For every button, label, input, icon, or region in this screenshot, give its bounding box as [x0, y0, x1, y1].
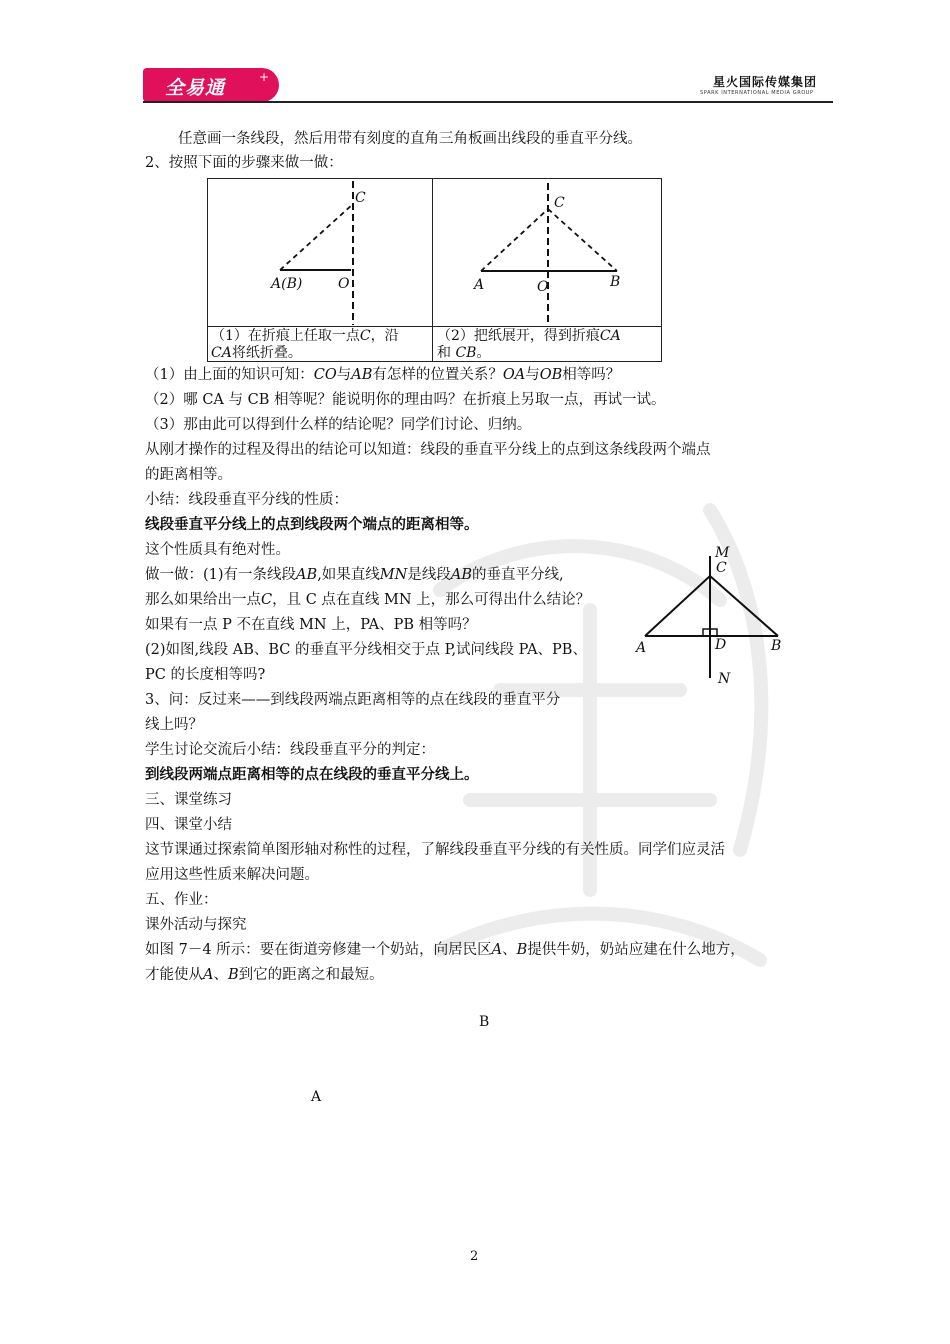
- question-3: （3）那由此可以得到什么样的结论呢？同学们讨论、归纳。: [145, 417, 532, 433]
- section-5: 五、作业：: [145, 892, 218, 908]
- extra-activity: 课外活动与探究: [145, 917, 247, 933]
- header-rule: [143, 101, 833, 103]
- try-it-4: (2)如图,线段 AB、BC 的垂直平分线相交于点 P,试问线段 PA、PB、: [145, 642, 587, 658]
- logo-text: 全易通: [165, 77, 226, 99]
- question-2: （2）哪 CA 与 CB 相等呢？能说明你的理由吗？在折痕上另取一点，再试一试。: [145, 392, 666, 408]
- label-b-2: B: [610, 274, 621, 290]
- ask-1: 3、问：反过来——到线段两端点距离相等的点在线段的垂直平分: [145, 692, 561, 708]
- brand-name: 星火国际传媒集团: [713, 75, 818, 89]
- label-o-2: O: [537, 279, 549, 295]
- label-d: D: [715, 637, 727, 653]
- caption-step-2: （2）把纸展开，得到折痕CA 和 CB。: [437, 328, 621, 361]
- right-angle-mark: [703, 629, 710, 636]
- property-statement: 线段垂直平分线上的点到线段两个端点的距离相等。: [145, 517, 479, 533]
- ask-2: 线上吗？: [145, 717, 203, 733]
- summary-heading: 小结：线段垂直平分线的性质：: [145, 492, 348, 508]
- right-angle-mark-2: [710, 629, 717, 636]
- table-row-divider: [207, 326, 661, 327]
- conclusion-2: 应用这些性质来解决问题。: [145, 867, 319, 883]
- paragraph-1a: 从刚才操作的过程及得出的结论可以知道：线段的垂直平分线上的点到这条线段两个端点: [145, 442, 711, 458]
- label-m: M: [715, 545, 730, 561]
- try-it-1: 做一做：(1)有一条线段AB,如果直线MN是线段AB的垂直平分线,: [145, 567, 564, 583]
- fold-ca: [280, 204, 353, 270]
- discussion-summary: 学生讨论交流后小结：线段垂直平分的判定：: [145, 742, 435, 758]
- label-c-right: C: [716, 560, 727, 576]
- logo-mark: +: [258, 70, 269, 84]
- brand-subtitle: SPARK INTERNATIONAL MEDIA GROUP: [700, 90, 814, 96]
- step-2-heading: 2、按照下面的步骤来做一做：: [145, 155, 343, 171]
- conclusion-1: 这节课通过探索简单图形轴对称性的过程，了解线段垂直平分线的有关性质。同学们应灵活: [145, 842, 725, 858]
- label-a-right: A: [636, 640, 647, 656]
- label-b-right: B: [771, 638, 782, 654]
- label-c-2: C: [554, 195, 565, 211]
- judgement-statement: 到线段两端点距离相等的点在线段的垂直平分线上。: [145, 767, 479, 783]
- paragraph-1b: 的距离相等。: [145, 467, 232, 483]
- absolute-note: 这个性质具有绝对性。: [145, 542, 290, 558]
- crease-cb: [548, 209, 617, 271]
- try-it-5: PC 的长度相等吗?: [145, 667, 266, 683]
- fold-diagram-2: [433, 179, 660, 326]
- label-n: N: [718, 671, 731, 687]
- section-4: 四、课堂小结: [145, 817, 232, 833]
- page-number: 2: [470, 1249, 479, 1264]
- fold-diagram-1: [208, 179, 432, 326]
- label-ab-1: A(B): [271, 276, 303, 292]
- segment-ac: [645, 576, 710, 636]
- homework-1: 如图 7－4 所示：要在街道旁修建一个奶站，向居民区A、B提供牛奶，奶站应建在什么地方，: [145, 942, 745, 958]
- label-o-1: O: [338, 276, 350, 292]
- label-a-2: A: [474, 277, 485, 293]
- try-it-2: 那么如果给出一点C，且 C 点在直线 MN 上，那么可得出什么结论？: [145, 592, 591, 608]
- segment-cb: [710, 576, 778, 636]
- caption-step-1: （1）在折痕上任取一点C，沿 CA将纸折叠。: [211, 328, 399, 361]
- label-c-1: C: [355, 190, 366, 206]
- try-it-3: 如果有一点 P 不在直线 MN 上，PA、PB 相等吗？: [145, 617, 477, 633]
- homework-2: 才能使从A、B到它的距离之和最短。: [145, 967, 384, 983]
- bisector-figure: [635, 550, 795, 690]
- point-a: A: [311, 1089, 322, 1105]
- crease-ca: [481, 209, 548, 271]
- logo-badge: [143, 68, 279, 102]
- section-3: 三、课堂练习: [145, 792, 232, 808]
- question-1: （1）由上面的知识可知：CO与AB有怎样的位置关系？OA与OB相等吗？: [145, 367, 621, 383]
- intro-text: 任意画一条线段，然后用带有刻度的直角三角板画出线段的垂直平分线。: [178, 131, 642, 147]
- point-b: B: [479, 1014, 490, 1030]
